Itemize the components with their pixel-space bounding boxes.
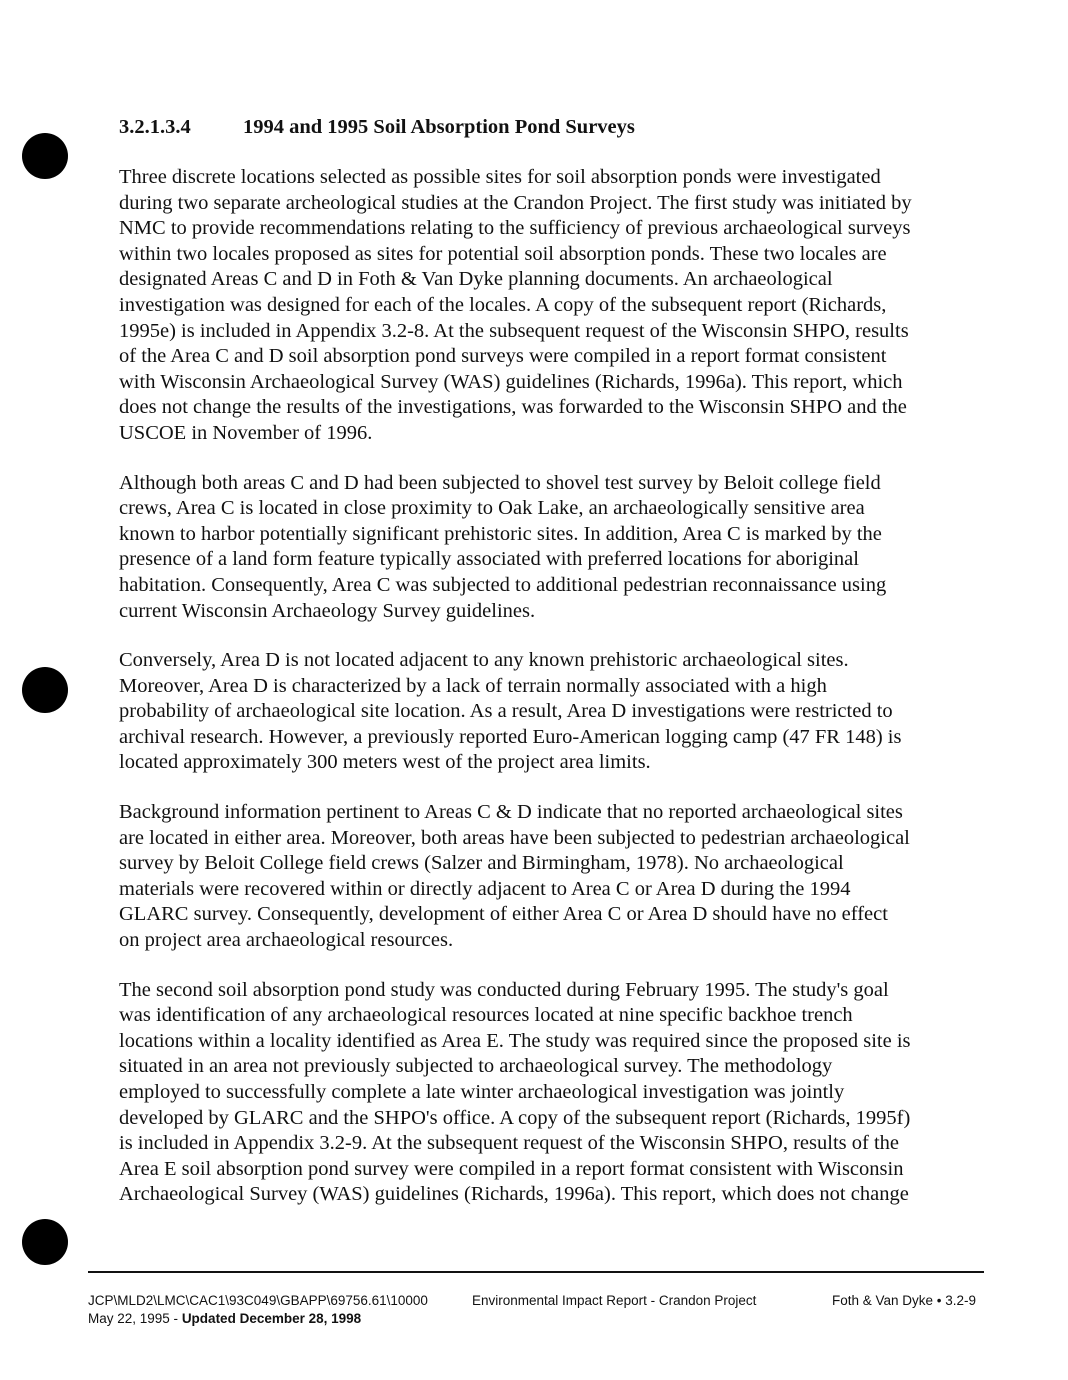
paragraph-2 [119, 471, 959, 625]
footer-file-path: JCP\MLD2\LMC\CAC1\93C049\GBAPP\69756.61\10000 [88, 1293, 428, 1308]
text-line: probability of archaeological site location. As a result, Area D investigations were restricted to [119, 700, 893, 723]
text-line: on project area archaeological resources. [119, 929, 454, 952]
text-line: habitation. Consequently, Area C was subjected to additional pedestrian reconnaissance using [119, 573, 887, 596]
text-line: presence of a land form feature typically associated with preferred locations for aboriginal [119, 548, 859, 571]
footer-date [88, 1310, 428, 1328]
text-line: archival research. However, a previously reported Euro-American logging camp (47 FR 148) is [119, 725, 902, 748]
paragraph-4 [119, 800, 959, 954]
text-line: was identification of any archaeological resources located at nine specific backhoe trench [119, 1004, 853, 1027]
text-line: materials were recovered within or directly adjacent to Area C or Area D during the 1994 [119, 877, 851, 900]
footer-rule [88, 1271, 984, 1273]
section-number: 3.2.1.3.4 [119, 116, 191, 138]
text-line: is included in Appendix 3.2-9. At the subsequent request of the Wisconsin SHPO, results of the [119, 1132, 899, 1155]
text-line: locations within a locality identified as Area E. The study was required since the proposed site is [119, 1029, 911, 1052]
body-text [119, 165, 959, 1232]
punch-hole-top [22, 133, 68, 179]
text-line: The second soil absorption pond study was conducted during February 1995. The study's goal [119, 978, 889, 1001]
text-line: located approximately 300 meters west of the project area limits. [119, 751, 651, 774]
text-line: Although both areas C and D had been subjected to shovel test survey by Beloit college field [119, 471, 881, 494]
section-title: 1994 and 1995 Soil Absorption Pond Surveys [243, 116, 635, 138]
text-line: with Wisconsin Archaeological Survey (WAS) guidelines (Richards, 1996a). This report, which [119, 370, 903, 393]
text-line: current Wisconsin Archaeology Survey guidelines. [119, 599, 536, 622]
section-heading [119, 116, 635, 139]
text-line: crews, Area C is located in close proximity to Oak Lake, an archaeologically sensitive area [119, 497, 865, 520]
text-line: Area E soil absorption pond survey were compiled in a report format consistent with Wisconsin [119, 1157, 904, 1180]
text-line: Three discrete locations selected as possible sites for soil absorption ponds were investigated [119, 166, 881, 188]
text-line: NMC to provide recommendations relating to the sufficiency of previous archaeological surveys [119, 217, 911, 240]
text-line: Conversely, Area D is not located adjacent to any known prehistoric archaeological sites. [119, 649, 849, 672]
footer-report-title: Environmental Impact Report - Crandon Project [472, 1293, 757, 1308]
footer-page-reference: Foth & Van Dyke • 3.2-9 [832, 1293, 977, 1308]
text-line: within two locales proposed as sites for potential soil absorption ponds. These two locales are [119, 242, 887, 265]
paragraph-1 [119, 165, 959, 447]
text-line: does not change the results of the investigations, was forwarded to the Wisconsin SHPO and the [119, 396, 907, 419]
text-line: GLARC survey. Consequently, development of either Area C or Area D should have no effect [119, 903, 888, 926]
text-line: situated in an area not previously subjected to archaeological survey. The methodology [119, 1055, 833, 1078]
text-line: developed by GLARC and the SHPO's office. A copy of the subsequent report (Richards, 1995f) [119, 1106, 911, 1129]
footer-updated-date: Updated December 28, 1998 [181, 1311, 362, 1326]
text-line: survey by Beloit College field crews (Salzer and Birmingham, 1978). No archaeological [119, 852, 844, 875]
text-line: Archaeological Survey (WAS) guidelines (Richards, 1996a). This report, which does not change [119, 1183, 909, 1206]
text-line: Moreover, Area D is characterized by a lack of terrain normally associated with a high [119, 674, 827, 697]
text-line: employed to successfully complete a late winter archaeological investigation was jointly [119, 1081, 845, 1103]
text-line: known to harbor potentially significant prehistoric sites. In addition, Area C is marked by the [119, 522, 882, 545]
text-line: during two separate archeological studies at the Crandon Project. The first study was initiated by [119, 191, 912, 214]
text-line: USCOE in November of 1996. [119, 421, 373, 444]
punch-hole-middle [22, 667, 68, 713]
text-line: of the Area C and D soil absorption pond surveys were compiled in a report format consistent [119, 345, 887, 368]
footer-date-prefix: May 22, 1995 - [88, 1311, 182, 1326]
paragraph-3 [119, 648, 959, 776]
punch-hole-bottom [22, 1219, 68, 1265]
text-line: designated Areas C and D in Foth & Van Dyke planning documents. An archaeological [119, 268, 833, 291]
text-line: 1995e) is included in Appendix 3.2-8. At the subsequent request of the Wisconsin SHPO, results [119, 319, 909, 342]
footer-left [88, 1292, 428, 1328]
paragraph-5 [119, 978, 959, 1208]
text-line: investigation was designed for each of the locales. A copy of the subsequent report (Richards, [119, 293, 887, 316]
text-line: Background information pertinent to Areas C & D indicate that no reported archaeological sites [119, 801, 903, 824]
text-line: are located in either area. Moreover, both areas have been subjected to pedestrian archaeological [119, 826, 910, 849]
